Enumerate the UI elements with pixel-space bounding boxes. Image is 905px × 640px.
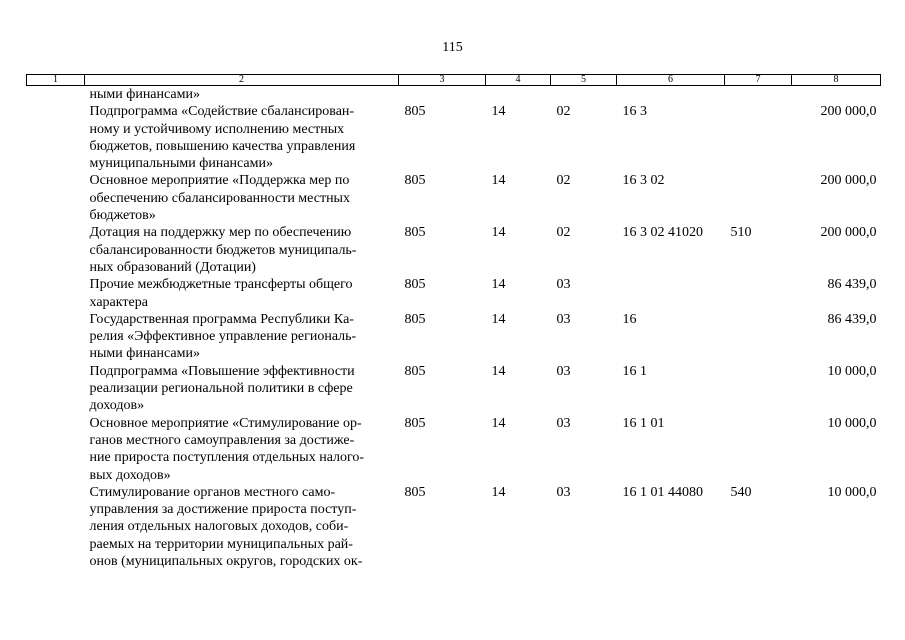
amount-cell: 10 000,0 — [827, 415, 877, 431]
table-row — [27, 415, 881, 484]
item-name-line: ние прироста поступления отдельных налого- — [89, 450, 365, 466]
row-number-cell — [27, 415, 85, 484]
item-name-line: обеспечению сбалансированности местных — [89, 190, 350, 206]
subsection-cell: 02 — [556, 225, 571, 241]
ministry-cell: 805 — [404, 104, 426, 120]
expense-type-cell: 510 — [730, 225, 752, 241]
ministry-cell: 805 — [404, 415, 426, 431]
item-name-line: Подпрограмма «Повышение эффективности — [89, 363, 355, 379]
item-name-line: муниципальными финансами» — [89, 156, 273, 172]
section-cell: 14 — [491, 363, 506, 379]
section-cell: 14 — [491, 311, 506, 327]
section-cell: 14 — [491, 415, 506, 431]
target-article-cell: 16 3 02 41020 — [622, 225, 703, 241]
amount-cell: 10 000,0 — [827, 363, 877, 379]
item-name-cell — [85, 484, 399, 570]
target-article-cell: 16 3 — [622, 104, 647, 120]
amount-cell: 86 439,0 — [827, 311, 877, 327]
section-cell: 14 — [491, 277, 506, 293]
item-name-line: бюджетов» — [89, 208, 156, 224]
target-article-cell: 16 1 — [622, 363, 647, 379]
item-name-line: раемых на территории муниципальных рай- — [89, 536, 353, 552]
section-cell: 14 — [491, 173, 506, 189]
header-row — [27, 75, 881, 86]
expense-type-cell — [725, 363, 792, 415]
item-name-cell — [85, 363, 399, 415]
row-number-cell — [27, 276, 85, 311]
table-row — [27, 363, 881, 415]
expense-type-cell — [725, 276, 792, 311]
table-row — [27, 484, 881, 570]
section-cell: 14 — [491, 225, 506, 241]
column-header: 6 — [617, 75, 725, 86]
item-name-line: онов (муниципальных округов, городских ок- — [89, 554, 363, 570]
item-name-line: Подпрограмма «Содействие сбалансирован- — [89, 104, 355, 120]
column-header: 4 — [486, 75, 551, 86]
table-row — [27, 276, 881, 311]
subsection-cell: 03 — [556, 415, 571, 431]
target-article-cell: 16 1 01 — [622, 415, 665, 431]
expense-type-cell — [725, 103, 792, 172]
item-name-line: доходов» — [89, 398, 145, 414]
row-number-cell — [27, 224, 85, 276]
budget-table — [26, 74, 881, 570]
subsection-cell: 02 — [556, 104, 571, 120]
amount-cell: 200 000,0 — [820, 173, 877, 189]
item-name-line: ному и устойчивому исполнению местных — [89, 121, 345, 137]
table-row — [27, 311, 881, 363]
item-name-line: релия «Эффективное управление региональ- — [89, 329, 357, 345]
ministry-cell: 805 — [404, 173, 426, 189]
expense-type-cell — [725, 415, 792, 484]
column-header: 3 — [399, 75, 486, 86]
target-article-cell: 16 3 02 — [622, 173, 665, 189]
page-number: 115 — [442, 40, 463, 55]
item-name-line: Дотация на поддержку мер по обеспечению — [89, 225, 352, 241]
amount-cell: 86 439,0 — [827, 277, 877, 293]
expense-type-cell — [725, 86, 792, 104]
item-name-line: ными финансами» — [89, 87, 200, 102]
row-number-cell — [27, 484, 85, 570]
item-name-line: Государственная программа Республики Ка- — [89, 311, 354, 327]
table-row — [27, 172, 881, 224]
table-row — [27, 86, 881, 104]
subsection-cell: 03 — [556, 277, 571, 293]
target-article-cell — [617, 86, 725, 104]
item-name-cell — [85, 172, 399, 224]
target-article-cell: 16 1 01 44080 — [622, 484, 703, 500]
item-name-line: реализации региональной политики в сфере — [89, 381, 353, 397]
item-name-cell — [85, 415, 399, 484]
section-cell: 14 — [491, 104, 506, 120]
amount-cell: 10 000,0 — [827, 484, 877, 500]
column-header: 2 — [85, 75, 399, 86]
table-row — [27, 224, 881, 276]
ministry-cell: 805 — [404, 225, 426, 241]
section-cell: 14 — [491, 484, 506, 500]
item-name-line: сбалансированности бюджетов муниципаль- — [89, 242, 357, 258]
item-name-line: Основное мероприятие «Поддержка мер по — [89, 173, 350, 189]
item-name-cell — [85, 103, 399, 172]
item-name-line: ления отдельных налоговых доходов, соби- — [89, 519, 349, 535]
column-header: 7 — [725, 75, 792, 86]
item-name-cell — [85, 224, 399, 276]
item-name-cell — [85, 86, 399, 104]
row-number-cell — [27, 86, 85, 104]
expense-type-cell: 540 — [730, 484, 752, 500]
item-name-line: Основное мероприятие «Стимулирование ор- — [89, 415, 362, 431]
expense-type-cell — [725, 311, 792, 363]
row-number-cell — [27, 363, 85, 415]
item-name-cell — [85, 311, 399, 363]
ministry-cell — [399, 86, 486, 104]
ministry-cell: 805 — [404, 363, 426, 379]
amount-cell: 200 000,0 — [820, 225, 877, 241]
amount-cell: 200 000,0 — [820, 104, 877, 120]
item-name-line: управления за достижение прироста поступ- — [89, 502, 357, 518]
table-row — [27, 103, 881, 172]
row-number-cell — [27, 311, 85, 363]
subsection-cell: 03 — [556, 311, 571, 327]
target-article-cell: 16 — [622, 311, 637, 327]
ministry-cell: 805 — [404, 311, 426, 327]
subsection-cell: 03 — [556, 363, 571, 379]
column-header: 1 — [27, 75, 85, 86]
subsection-cell: 03 — [556, 484, 571, 500]
subsection-cell: 02 — [556, 173, 571, 189]
table-body — [27, 86, 881, 571]
item-name-line: Прочие межбюджетные трансферты общего — [89, 277, 353, 293]
ministry-cell: 805 — [404, 484, 426, 500]
item-name-line: ных образований (Дотации) — [89, 259, 256, 275]
target-article-cell — [617, 276, 725, 311]
item-name-line: ганов местного самоуправления за достиже- — [89, 432, 355, 448]
item-name-line: характера — [89, 294, 148, 310]
item-name-line: ными финансами» — [89, 346, 200, 362]
row-number-cell — [27, 172, 85, 224]
item-name-cell — [85, 276, 399, 311]
amount-cell — [792, 86, 881, 104]
subsection-cell — [551, 86, 617, 104]
section-cell — [486, 86, 551, 104]
item-name-line: бюджетов, повышению качества управления — [89, 138, 356, 154]
row-number-cell — [27, 103, 85, 172]
column-header: 5 — [551, 75, 617, 86]
ministry-cell: 805 — [404, 277, 426, 293]
item-name-line: Стимулирование органов местного само- — [89, 484, 336, 500]
item-name-line: вых доходов» — [89, 467, 171, 483]
column-header: 8 — [792, 75, 881, 86]
expense-type-cell — [725, 172, 792, 224]
